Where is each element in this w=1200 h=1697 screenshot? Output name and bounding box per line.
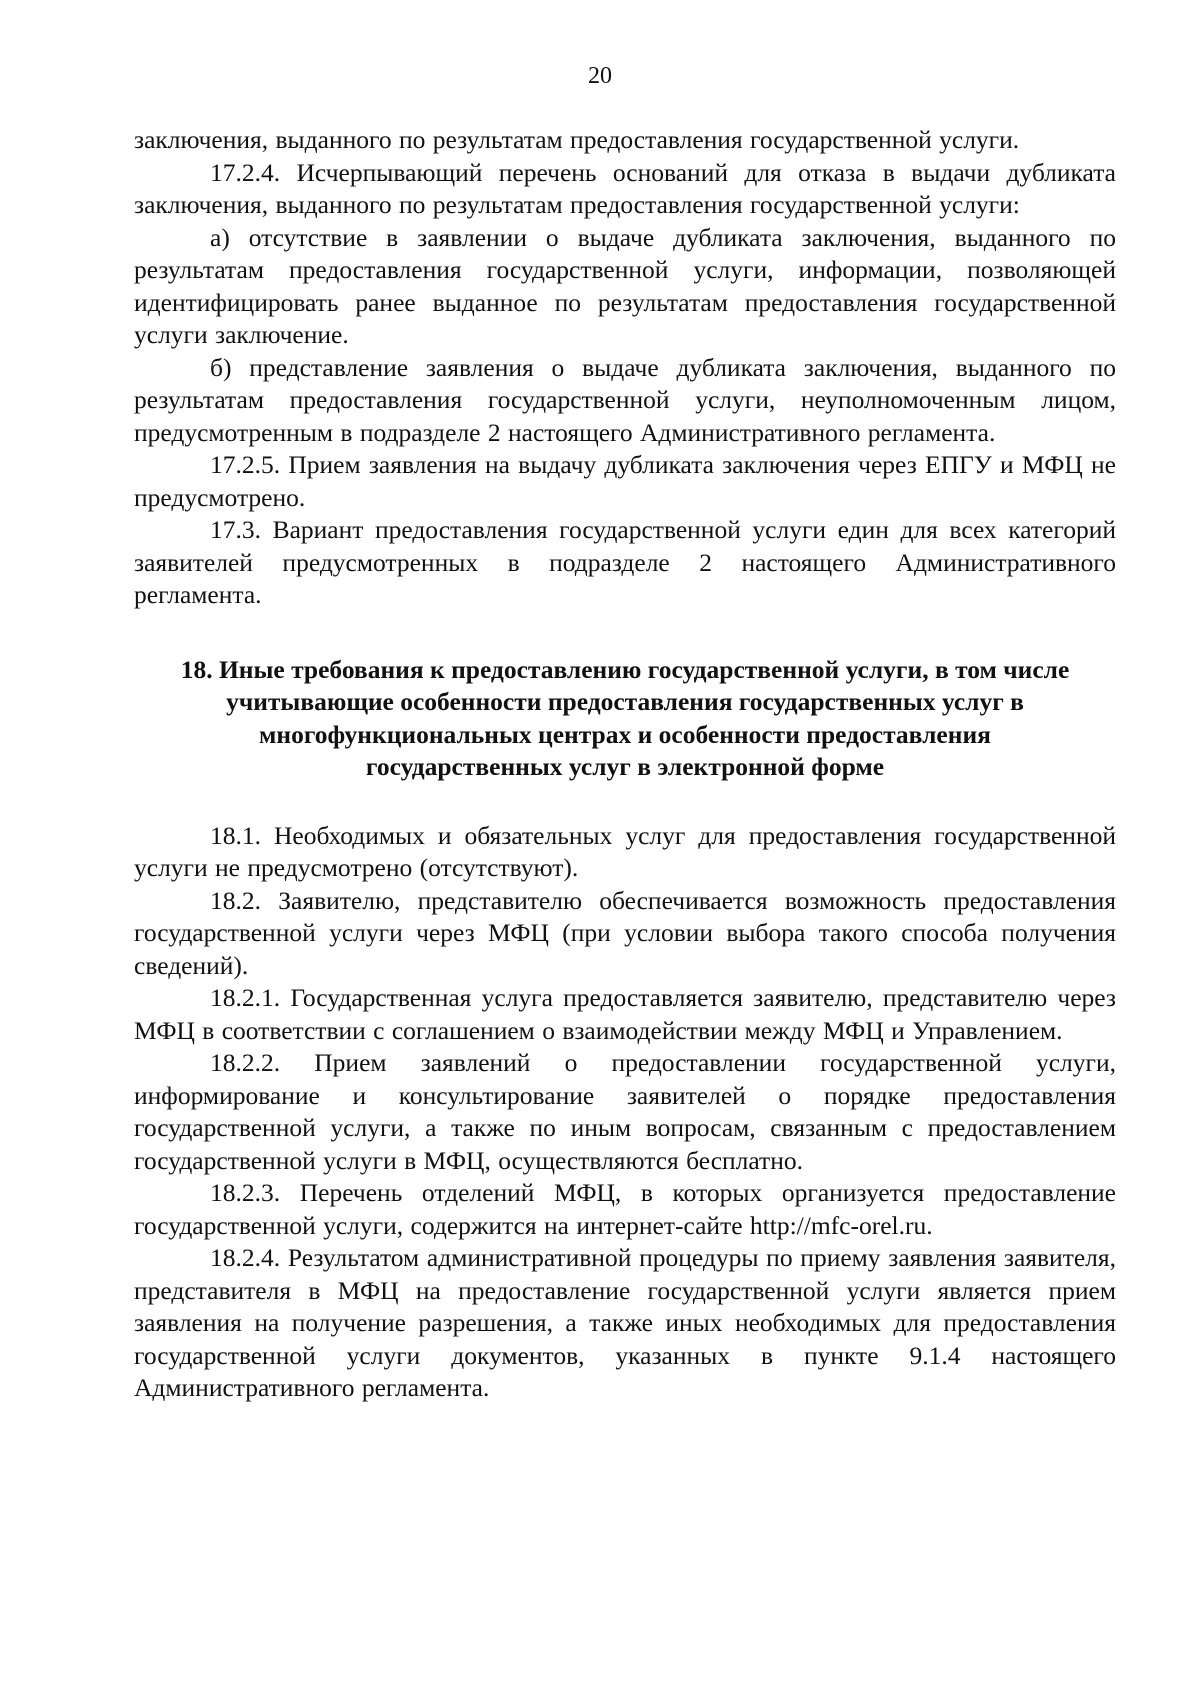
paragraph-18-2-4: 18.2.4. Результатом административной процедуры по приему заявления заявителя, представителя в МФЦ на предоставление государственной услуги является прием заявления на получение разрешения, а также иных необходимых для предоставления государственной услуги документов, указанных в пункте 9.1.4 настоящего Административного регламента. [134,1243,1116,1402]
paragraph-continuation: заключения, выданного по результатам предоставления государственной услуги. [134,125,1020,154]
paragraph-item-b: б) представление заявления о выдаче дубликата заключения, выданного по результатам предоставления государственной услуги, неуполномоченным лицом, предусмотренным в подразделе 2 настоящего Административного регламента. [134,352,1116,447]
paragraph-18-2-1: 18.2.1. Государственная услуга предоставляется заявителю, представителю через МФЦ в соответствии с соглашением о взаимодействии между МФЦ и Управлением. [134,983,1116,1045]
document-body [134,124,1116,1405]
paragraph-17-2-5: 17.2.5. Прием заявления на выдачу дубликата заключения через ЕПГУ и МФЦ не предусмотрено. [134,450,1116,512]
paragraph-17-3: 17.3. Вариант предоставления государственной услуги един для всех категорий заявителей предусмотренных в подразделе 2 настоящего Административного регламента. [134,515,1116,609]
paragraph-18-2: 18.2. Заявителю, представителю обеспечивается возможность предоставления государственной услуги через МФЦ (при условии выбора такого способа получения сведений). [134,885,1116,980]
spacer [134,784,1116,820]
spacer [134,612,1116,654]
paragraph-18-2-3: 18.2.3. Перечень отделений МФЦ, в которых организуется предоставление государственной услуги, содержится на интернет-сайте http://mfc-orel.ru. [134,1178,1116,1240]
paragraph-17-2-4: 17.2.4. Исчерпывающий перечень оснований для отказа в выдачи дубликата заключения, выданного по результатам предоставления государственной услуги: [134,157,1116,219]
paragraph-18-2-2: 18.2.2. Прием заявлений о предоставлении государственной услуги, информирование и консультирование заявителей о порядке предоставления государственной услуги, а также по иным вопросам, связанным с предоставлением государственной услуги в МФЦ, осуществляются бесплатно. [134,1048,1116,1175]
paragraph-item-a: а) отсутствие в заявлении о выдаче дубликата заключения, выданного по результатам предоставления государственной услуги, информации, позволяющей идентифицировать ранее выданное по результатам предоставления государственной услуги заключение. [134,222,1116,349]
page-number: 20 [588,63,612,89]
paragraph-18-1: 18.1. Необходимых и обязательных услуг для предоставления государственной услуги не предусмотрено (отсутствуют). [134,820,1116,882]
section-heading-18: 18. Иные требования к предоставлению государственной услуги, в том числе учитывающие особенности предоставления государственных услуг в многофункциональных центрах и особенности предоставления государственных услуг в электронной форме [180,654,1070,781]
